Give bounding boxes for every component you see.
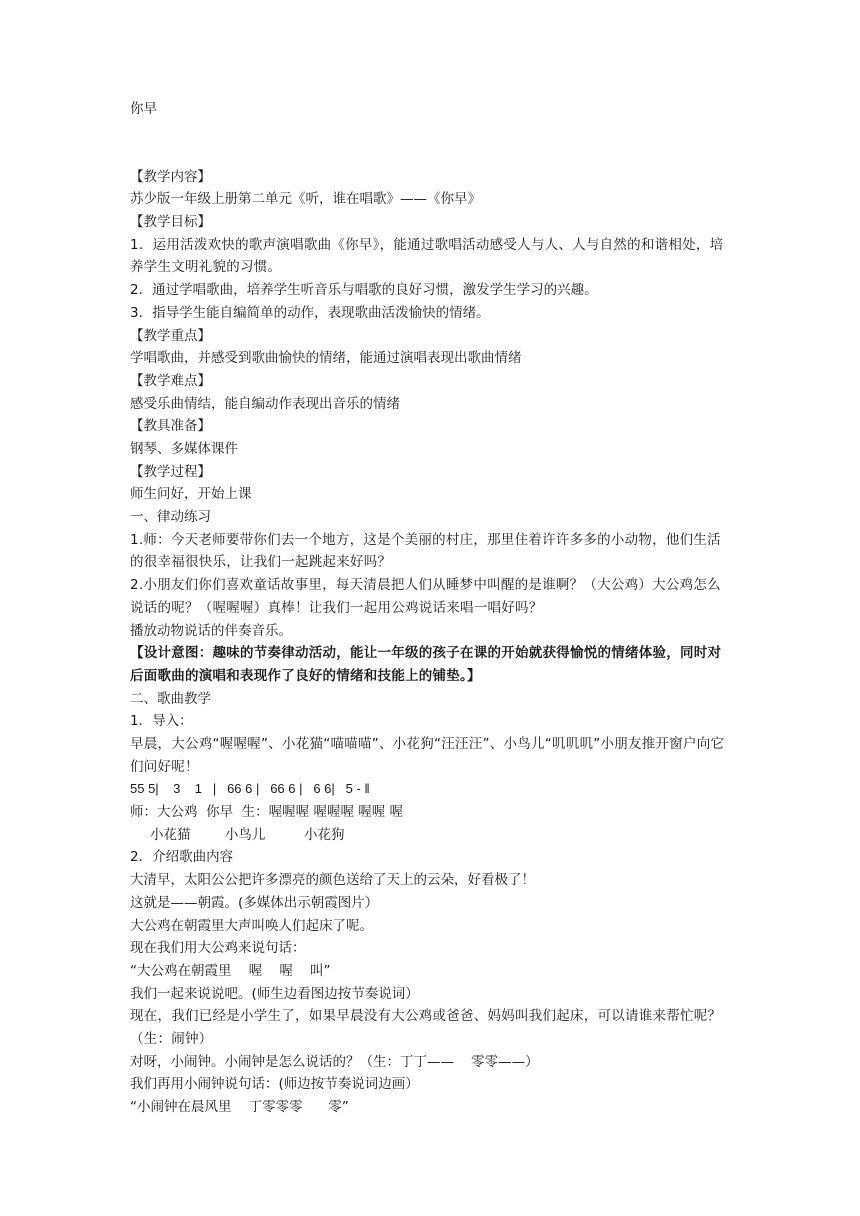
greeting-text: 师生问好，开始上课: [130, 486, 252, 503]
section-2-heading: 二、歌曲教学: [130, 690, 211, 707]
story-line-1: 大清早，太阳公公把许多漂亮的颜色送给了天上的云朵，好看极了！: [130, 872, 535, 889]
goal-1: 1．运用活泼欢快的歌声演唱歌曲《你早》，能通过歌唱活动感受人与人、人与自然的和谐相处，培养学生文明礼貌的习惯。: [130, 236, 724, 276]
document-page: [130, 98, 730, 1119]
rhythm-notation: 55 5| 3 1 | 66 6 | 66 6 | 6 6| 5 - ‖: [130, 781, 370, 797]
animals-line: 小花猫 小鸟儿 小花狗: [150, 826, 345, 843]
story-line-8: 对呀，小闹钟。小闹钟是怎么说话的？（生：丁丁—— 零零——）: [130, 1053, 539, 1070]
intro-text: 早晨，大公鸡“喔喔喔”、小花猫“喵喵喵”、小花狗“汪汪汪”、小鸟儿“叽叽叽”小朋友推开窗户向它们问好呢！: [130, 736, 725, 775]
paragraph-3: 播放动物说话的伴奏音乐。: [130, 622, 292, 639]
story-line-3: 大公鸡在朝霞里大声叫唤人们起床了呢。: [130, 917, 373, 934]
paragraph-2: 2.小朋友们你们喜欢童话故事里，每天清晨把人们从睡梦中叫醒的是谁啊？（大公鸡）大公鸡怎么说话的呢？（喔喔喔）真棒！让我们一起用公鸡说话来唱一唱好吗？: [130, 577, 721, 616]
story-line-7: 现在，我们已经是小学生了，如果早晨没有大公鸡或爸爸、妈妈叫我们起床，可以请谁来帮忙呢？（生：闹钟）: [130, 1008, 722, 1047]
paragraph-1: 1.师：今天老师要带你们去一个地方，这是个美丽的村庄，那里住着许许多多的小动物，他们生活的很幸福很快乐，让我们一起跳起来好吗？: [130, 531, 721, 571]
goal-2: 2．通过学唱歌曲，培养学生听音乐与唱歌的良好习惯，激发学生学习的兴趣。: [130, 282, 598, 299]
lyrics-line: 师：大公鸡 你早 生：喔喔喔 喔喔喔 喔喔 喔: [130, 804, 404, 821]
tools-text: 钢琴、多媒体课件: [130, 440, 238, 457]
spacer: [130, 121, 730, 166]
heading-process: 【教学过程】: [130, 463, 211, 480]
teaching-content-text: 苏少版一年级上册第二单元《听，谁在唱歌》——《你早》: [130, 191, 481, 208]
story-line-4: 现在我们用大公鸡来说句话：: [130, 940, 306, 957]
story-line-9: 我们再用小闹钟说句话：(师边按节奏说词边画）: [130, 1076, 419, 1093]
subsection-2-heading: 2．介绍歌曲内容: [130, 849, 234, 866]
heading-teaching-goals: 【教学目标】: [130, 214, 211, 231]
story-line-10: “小闹钟在晨风里 丁零零零 零”: [130, 1099, 349, 1116]
story-line-5: “大公鸡在朝霞里 喔 喔 叫”: [130, 962, 331, 979]
heading-difficulties: 【教学难点】: [130, 372, 211, 389]
subsection-1-heading: 1．导入：: [130, 713, 193, 730]
heading-teaching-content: 【教学内容】: [130, 168, 211, 185]
key-points-text: 学唱歌曲，并感受到歌曲愉快的情绪，能通过演唱表现出歌曲情绪: [130, 350, 522, 367]
heading-tools: 【教具准备】: [130, 418, 211, 435]
section-1-heading: 一、律动练习: [130, 509, 211, 526]
story-line-2: 这就是——朝霞。(多媒体出示朝霞图片）: [130, 894, 379, 911]
design-intent: 【设计意图：趣味的节奏律动活动，能让一年级的孩子在课的开始就获得愉悦的情绪体验，同时对后面歌曲的演唱和表现作了良好的情绪和技能上的铺垫。】: [130, 645, 722, 684]
doc-title: 你早: [130, 101, 157, 117]
heading-key-points: 【教学重点】: [130, 327, 211, 344]
story-line-6: 我们一起来说说吧。(师生边看图边按节奏说词）: [130, 985, 419, 1002]
difficulties-text: 感受乐曲情结，能自编动作表现出音乐的情绪: [130, 395, 400, 412]
goal-3: 3．指导学生能自编简单的动作，表现歌曲活泼愉快的情绪。: [130, 304, 490, 321]
